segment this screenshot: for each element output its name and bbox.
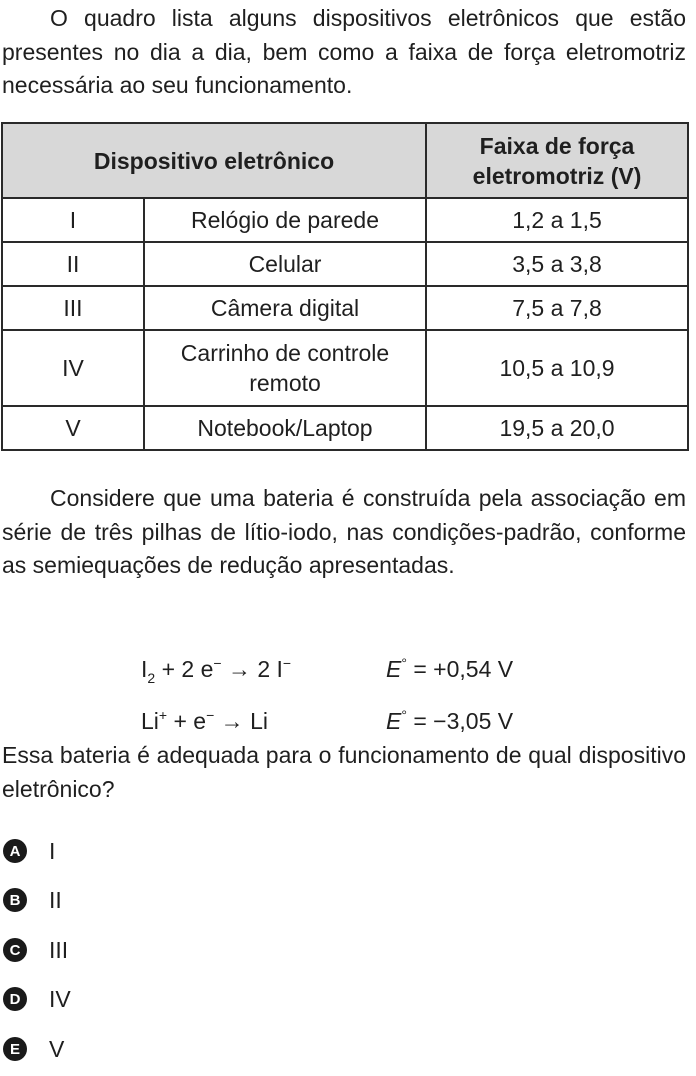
option-letter-badge: D [3,987,27,1011]
context-paragraph: Considere que uma bateria é construída pela associação em série de três pilhas de lítio-iodo, nas condições-padrão, conforme as semiequações de redução apresentadas. [2,485,686,578]
row-id: V [2,406,144,450]
option-c[interactable] [3,935,123,965]
row-range: 19,5 a 20,0 [426,406,688,450]
option-b[interactable] [3,885,123,915]
row-device-line1: Carrinho de controle [180,340,390,366]
species: I [141,656,148,682]
row-device-line2: remoto [249,370,321,396]
table-header-row [2,123,688,198]
table-row [2,330,688,406]
option-text: V [49,1035,65,1062]
equation-lhs [141,700,386,736]
option-d[interactable] [3,984,123,1014]
device-emf-table [1,122,689,451]
species: + e [167,708,207,734]
table-row [2,198,688,242]
species: + 2 e [155,656,214,682]
degree-symbol: ° [401,707,407,723]
species: → Li [214,708,268,734]
option-text: I [49,837,56,864]
option-text: II [49,886,62,913]
standard-potential [386,656,513,682]
header-range-line1: Faixa de força [479,132,635,159]
charge: + [158,707,168,723]
degree-symbol: ° [401,655,407,671]
table-row [2,406,688,450]
row-id: I [2,198,144,242]
charge: − [206,707,215,723]
table-row [2,242,688,286]
row-range: 1,2 a 1,5 [426,198,688,242]
row-range: 3,5 a 3,8 [426,242,688,286]
standard-potential [386,708,513,734]
option-e[interactable] [3,1034,123,1064]
species: Li [141,708,159,734]
row-device [144,330,426,406]
option-a[interactable] [3,836,123,866]
row-device: Relógio de parede [144,198,426,242]
row-device: Câmera digital [144,286,426,330]
charge: − [282,655,292,671]
half-reaction-iodine [141,648,513,693]
charge: − [213,655,222,671]
option-text: III [49,936,69,963]
potential-symbol: E [386,656,402,682]
intro-paragraph: O quadro lista alguns dispositivos eletrônicos que estão presentes no dia a dia, bem como a faixa de força eletromotriz necessária ao seu funcionamento. [2,5,686,98]
species: → 2 I [221,656,283,682]
header-range-line2: eletromotriz (V) [472,162,642,189]
row-id: III [2,286,144,330]
row-device: Notebook/Laptop [144,406,426,450]
row-device: Celular [144,242,426,286]
header-range [426,123,688,198]
potential-symbol: E [386,708,402,734]
question-stem: Essa bateria é adequada para o funcionamento de qual dispositivo eletrônico? [2,742,686,802]
row-id: II [2,242,144,286]
option-text: IV [49,985,71,1012]
subscript: 2 [147,670,156,686]
row-range: 10,5 a 10,9 [426,330,688,406]
equation-lhs [141,648,386,693]
option-letter-badge: B [3,888,27,912]
table-row [2,286,688,330]
potential-value: = +0,54 V [406,656,514,682]
option-letter-badge: C [3,938,27,962]
row-id: IV [2,330,144,406]
potential-value: = −3,05 V [406,708,514,734]
option-letter-badge: E [3,1037,27,1061]
half-reaction-lithium [141,700,513,736]
row-range: 7,5 a 7,8 [426,286,688,330]
header-device: Dispositivo eletrônico [2,123,426,198]
option-letter-badge: A [3,839,27,863]
